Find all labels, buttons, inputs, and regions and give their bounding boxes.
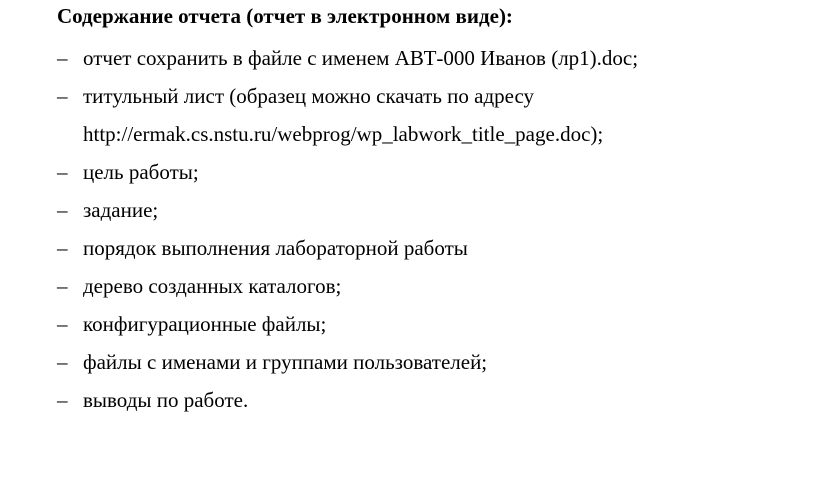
dash-bullet: –	[57, 388, 68, 412]
dash-bullet: –	[57, 84, 68, 108]
dash-bullet: –	[57, 160, 68, 184]
dash-bullet: –	[57, 312, 68, 336]
list-item-text: отчет сохранить в файле с именем АВТ-000 Иванов (лр1).doc;	[83, 46, 639, 70]
list-item-text: титульный лист (образец можно скачать по адресу	[83, 84, 535, 108]
list-item-text: цель работы;	[83, 160, 199, 184]
dash-bullet: –	[57, 350, 68, 374]
dash-bullet: –	[57, 46, 68, 70]
list-item	[0, 381, 816, 419]
list-item	[0, 343, 816, 381]
list-item	[0, 191, 816, 229]
list-item	[0, 39, 816, 77]
list-item-text: дерево созданных каталогов;	[83, 274, 342, 298]
list-item-url-text: http://ermak.cs.nstu.ru/webprog/wp_labwork_title_page.doc);	[83, 122, 604, 146]
document-heading: Содержание отчета (отчет в электронном виде):	[57, 4, 513, 28]
list-item	[0, 267, 816, 305]
list-item	[0, 305, 816, 343]
list-item-text: задание;	[83, 198, 159, 222]
list-item-text: порядок выполнения лабораторной работы	[83, 236, 468, 260]
dash-bullet: –	[57, 236, 68, 260]
list-item	[0, 153, 816, 191]
list-item-text: выводы по работе.	[83, 388, 249, 412]
list-item-text: конфигурационные файлы;	[83, 312, 327, 336]
report-contents-list	[0, 39, 816, 419]
dash-bullet: –	[57, 274, 68, 298]
dash-bullet: –	[57, 198, 68, 222]
list-item-text: файлы с именами и группами пользователей;	[83, 350, 488, 374]
list-item	[0, 77, 816, 153]
list-item	[0, 229, 816, 267]
